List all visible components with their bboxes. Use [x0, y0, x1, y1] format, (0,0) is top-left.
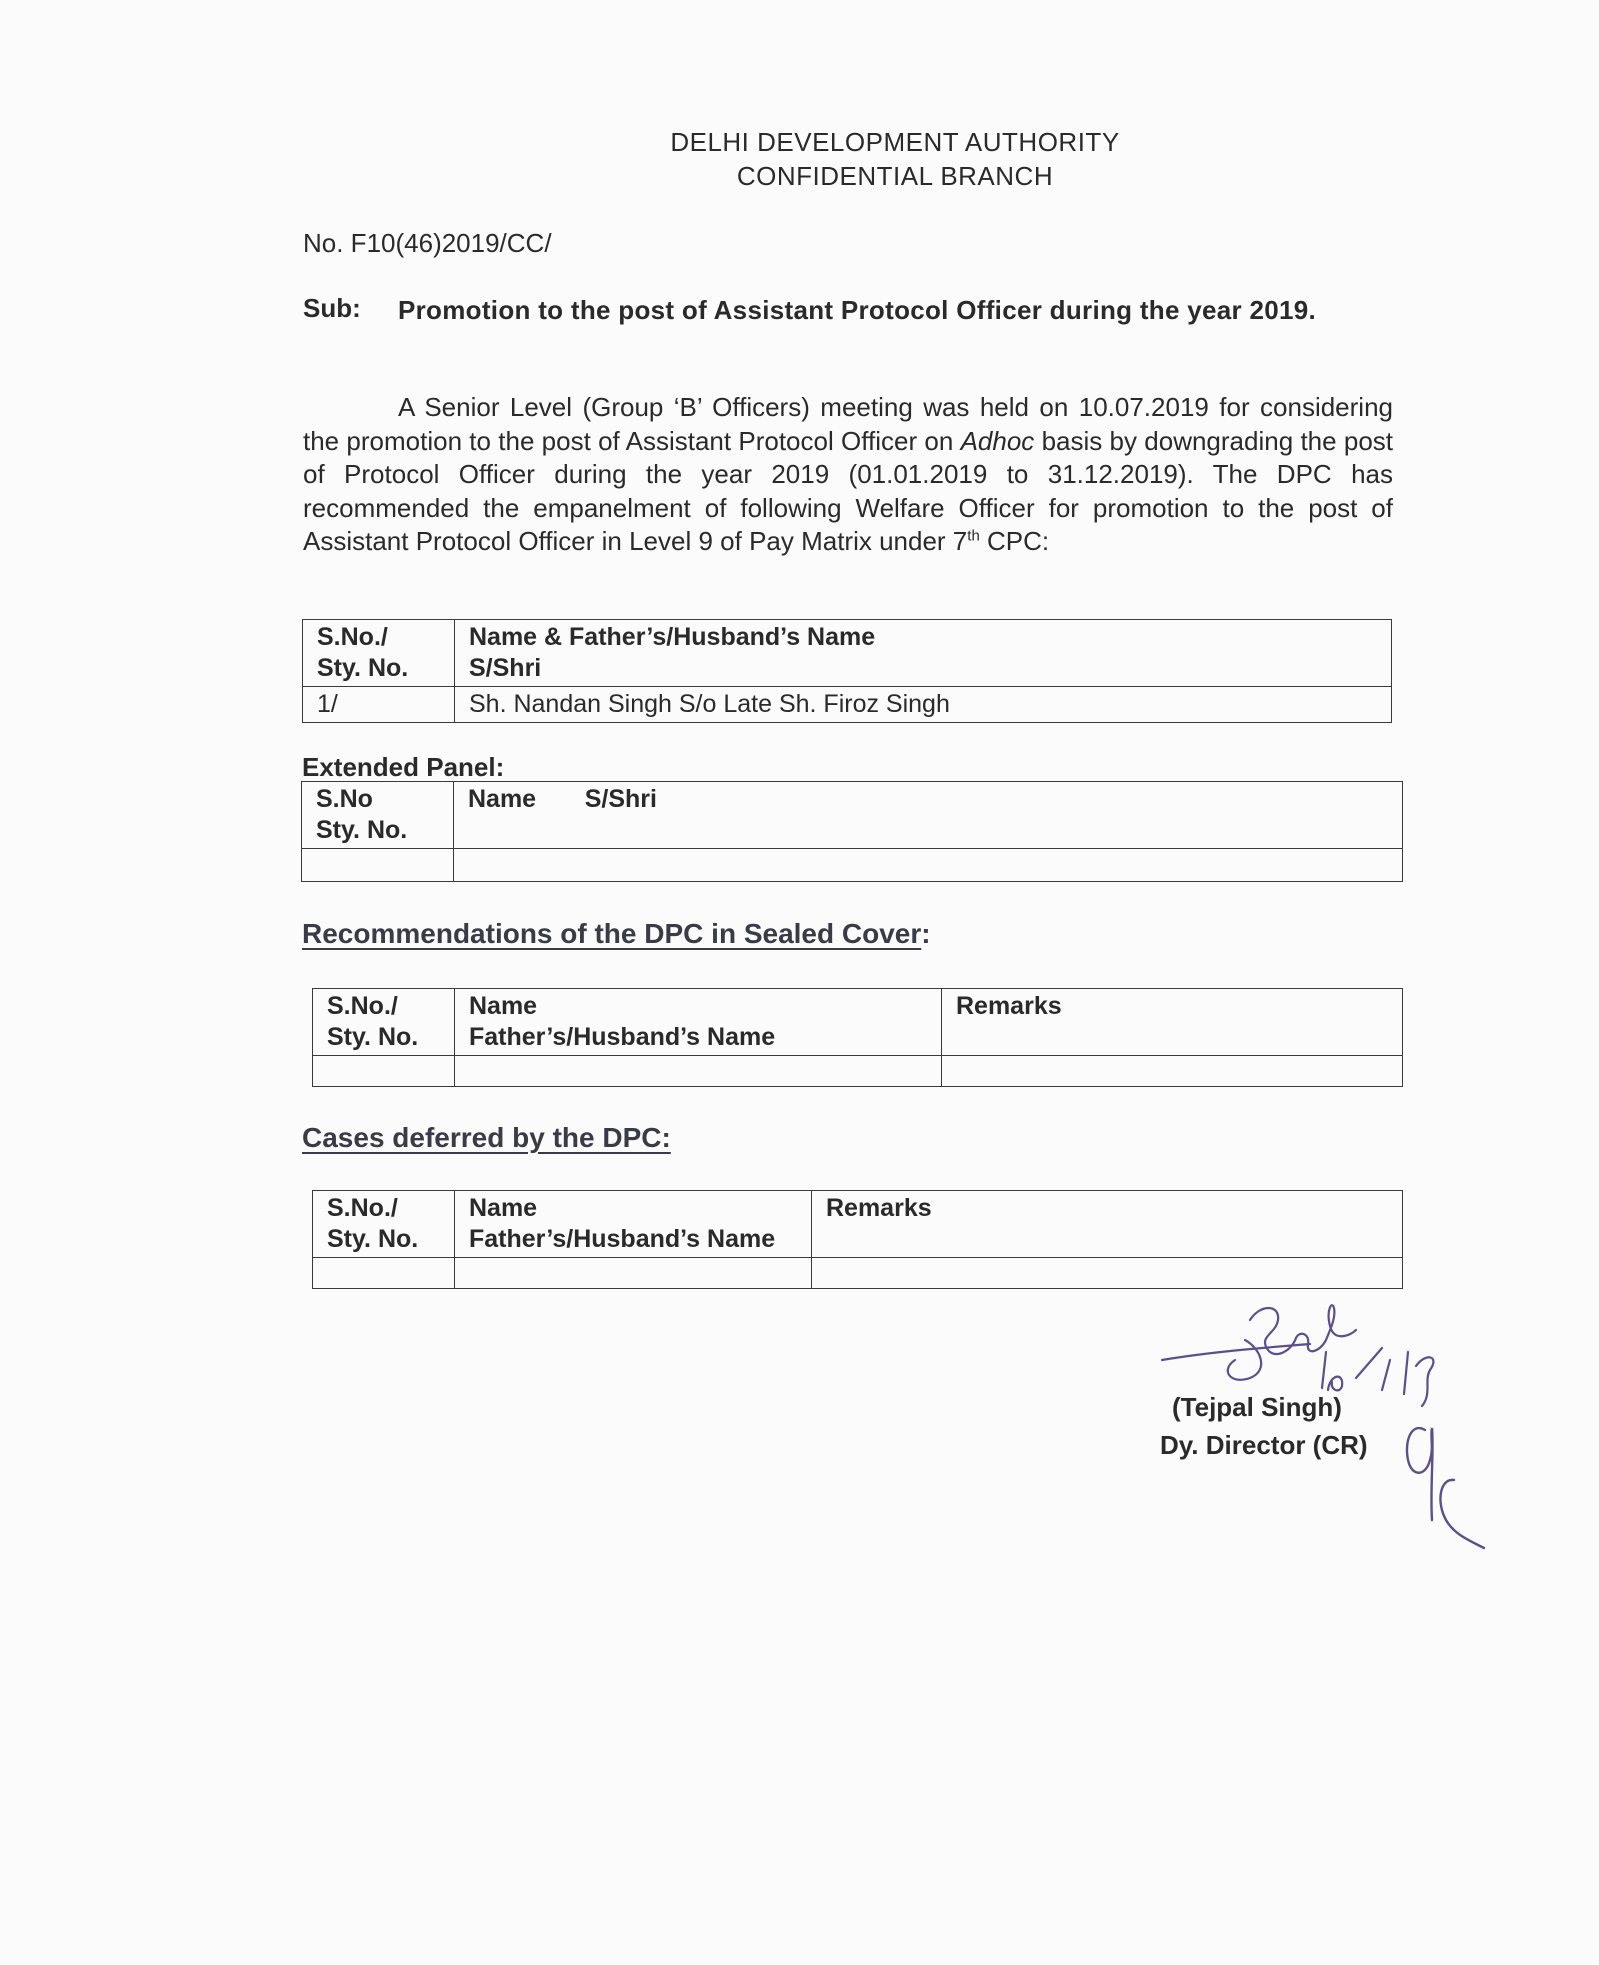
signatory-name: (Tejpal Singh)	[1172, 1392, 1342, 1422]
table-header-row	[303, 620, 1392, 687]
body-text-ending: CPC:	[979, 526, 1050, 556]
empty-cell	[455, 1258, 812, 1289]
body-superscript: th	[967, 527, 980, 545]
cell-sno: 1/	[303, 687, 455, 723]
empty-cell	[455, 1056, 942, 1087]
header-text: Name	[469, 1194, 538, 1222]
header-cell-name	[455, 989, 942, 1056]
empty-cell	[812, 1258, 1403, 1289]
header-text: S/Shri	[469, 654, 542, 682]
header-cell-remarks: Remarks	[942, 989, 1403, 1056]
header-text: Father’s/Husband’s Name	[469, 1023, 776, 1051]
header-text: S.No./	[327, 992, 398, 1020]
empty-cell	[942, 1056, 1403, 1087]
sealed-cover-title	[302, 918, 931, 950]
header-text: Name & Father’s/Husband’s Name	[469, 623, 876, 651]
header-text: S.No	[316, 785, 373, 813]
table-header-row	[313, 989, 1403, 1056]
table-row	[303, 687, 1392, 723]
table-header-row	[302, 782, 1403, 849]
table-row	[302, 849, 1403, 882]
subject-text: Promotion to the post of Assistant Protocol Officer during the year 2019.	[398, 295, 1317, 325]
header-text: Sty. No.	[316, 816, 408, 844]
header-cell-sno	[313, 1191, 455, 1258]
subject-label: Sub:	[303, 293, 361, 323]
file-number: No. F10(46)2019/CC/	[303, 228, 552, 258]
extended-panel-table	[301, 781, 1403, 882]
header-text: S.No./	[317, 623, 388, 651]
table-row	[313, 1258, 1403, 1289]
empty-cell	[313, 1056, 455, 1087]
panel-table	[302, 619, 1392, 723]
header-cell-name	[455, 620, 1392, 687]
org-name: DELHI DEVELOPMENT AUTHORITY	[670, 127, 1120, 157]
body-italic-word: Adhoc	[960, 425, 1035, 456]
deferred-title: Cases deferred by the DPC:	[302, 1122, 671, 1153]
header-text: Sty. No.	[327, 1023, 419, 1051]
empty-cell	[313, 1258, 455, 1289]
header-text: Name	[469, 992, 538, 1020]
header-cell-sno	[302, 782, 454, 849]
body-text-part2: basis by downgrading the post of Protocol Officer during the year 2019 (01.01.2019 to 31.12.2019). The DPC has recommended the empanelment of following Welfare Officer for promotion to the post of Assistant Protocol Officer in Level 9 of Pay Matrix under 7	[303, 425, 1393, 556]
header-text: Father’s/Husband’s Name	[469, 1225, 776, 1253]
table-row	[313, 1056, 1403, 1087]
branch-name: CONFIDENTIAL BRANCH	[736, 161, 1054, 191]
body-paragraph	[303, 391, 1393, 559]
empty-cell	[302, 849, 454, 882]
empty-cell	[454, 849, 1403, 882]
header-cell-remarks: Remarks	[812, 1191, 1403, 1258]
header-cell-name	[455, 1191, 812, 1258]
header-cell-sno	[313, 989, 455, 1056]
table-header-row	[313, 1191, 1403, 1258]
section-title-colon: :	[921, 918, 931, 949]
header-cell-name: Name S/Shri	[454, 782, 1403, 849]
header-cell-sno	[303, 620, 455, 687]
header-text: S.No./	[327, 1194, 398, 1222]
deferred-table	[312, 1190, 1403, 1289]
header-text: Sty. No.	[317, 654, 409, 682]
cell-name: Sh. Nandan Singh S/o Late Sh. Firoz Singh	[455, 687, 1392, 723]
sealed-cover-table	[312, 988, 1403, 1087]
signatory-designation: Dy. Director (CR)	[1160, 1430, 1368, 1460]
header-text: Sty. No.	[327, 1225, 419, 1253]
initials-mark	[1407, 1428, 1484, 1548]
section-title-text: Recommendations of the DPC in Sealed Cover	[302, 918, 922, 949]
body-text-part1: A Senior Level (Group ‘B’ Officers) meeting was held on 10.07.2019 for considering the promotion to the post of Assistant Protocol Officer on	[303, 392, 1393, 456]
handwritten-signature	[1150, 1290, 1500, 1560]
extended-panel-title: Extended Panel:	[302, 752, 505, 782]
